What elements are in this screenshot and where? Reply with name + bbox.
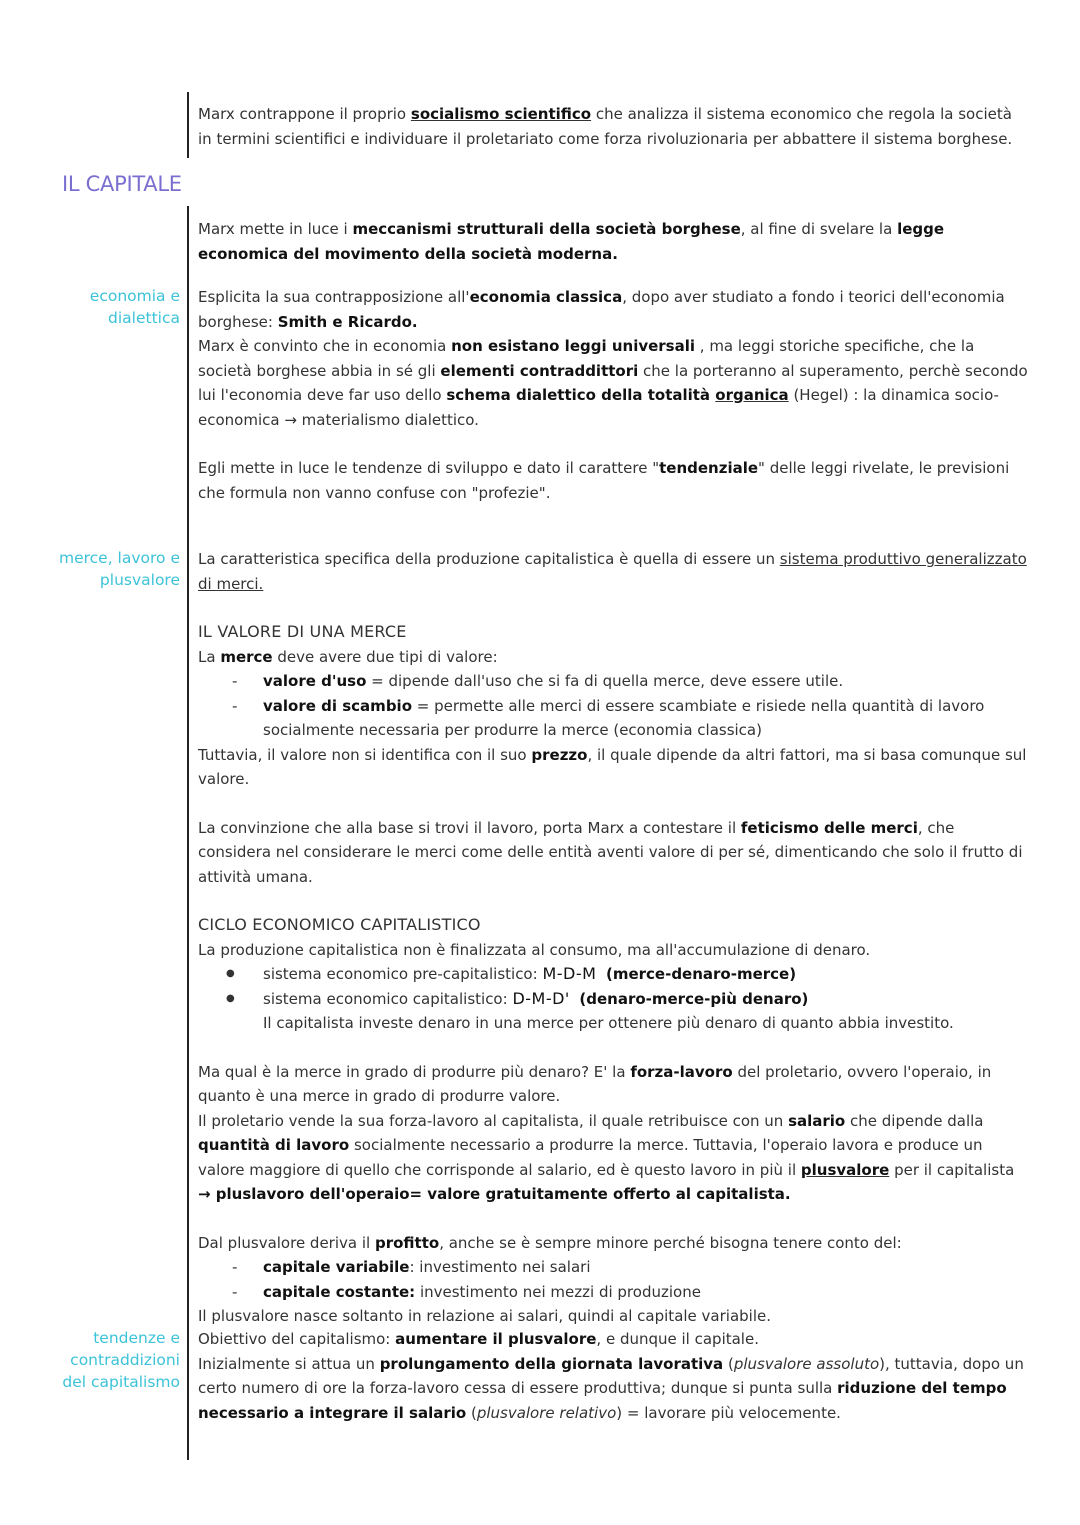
economia-section: Esplicita la sua contrapposizione all'economia classica, dopo aver studiato a fondo i teorici dell'economia borghese: Smith e Ricardo. Marx è convinto che in economia non esistano leggi universali , ma leggi storiche specifiche, che la società borghese abbia in sé gli elementi contraddittori che la porteranno al superamento, perchè secondo lui l'economia deve far uso dello schema dialettico della totalità organica (Hegel) : la dinamica socio-economica → materialismo dialettico. Egli mette in luce le tendenze di sviluppo e dato il carattere "tendenziale" delle leggi rivelate, le previsioni che formula non vanno confuse con "profezie". xyxy=(198,288,1028,502)
list-item: ● sistema economico pre-capitalistico: M-D-M (merce-denaro-merce) xyxy=(198,962,1028,987)
merce-section: La caratteristica specifica della produzione capitalistica è quella di essere un sistema produttivo generalizzato di merci. IL VALORE DI UNA MERCE La merce deve avere due tipi di valore: - valore d'uso = dipende dall'uso che si fa di quella merce, deve essere utile. - valore di scambio = permette alle merci di essere scambiate e risiede nella quantità di lavoro socialmente necessaria per produrre la merce (economia classica) Tuttavia, il valore non si identifica con il suo prezzo, il quale dipende da altri fattori, ma si basa comunque sul valore. La convinzione che alla base si trovi il lavoro, porta Marx a contestare il feticismo delle merci, che considera nel considerare le merci come delle entità aventi valore di per sé, dimenticando che solo il frutto di attività umana. CICLO ECONOMICO CAPITALISTICO La produzione capitalistica non è finalizzata al consumo, ma all'accumulazione di denaro. ● sistema economico pre-capitalistico: M-D-M (merce-denaro-merce) ● sistema economico capitalistico: D-M-D' (denaro-merce-più denaro) Il capitalista investe denaro in una merce per ottenere più denaro di quanto abbia investito. Ma qual è la merce in grado di produrre più denaro? E' la forza-lavoro del proletario, ovvero l'operaio, in quanto è una merce in grado di produrre valore. Il proletario vende la sua forza-lavoro al capitalista, il quale retribuisce con un salario che dipende dalla quantità di lavoro socialmente necessario a produrre la merce. Tuttavia, l'operaio lavora e produce un valore maggiore di quello che corrisponde al salario, ed è questo lavoro in più il plusvalore per il capitalista → pluslavoro dell'operaio= valore gratuitamente offerto al capitalista. Dal plusvalore deriva il profitto, anche se è sempre minore perché bisogna tenere conto del: - capitale variabile: investimento nei salari - capitale costante: investimento nei mezzi di produzione Il plusvalore nasce soltanto in relazione ai salari, quindi al capitale variabile. xyxy=(198,547,1028,1329)
list-item: - capitale variabile: investimento nei salari xyxy=(198,1255,1028,1280)
list-item: ● sistema economico capitalistico: D-M-D' (denaro-merce-più denaro) Il capitalista investe denaro in una merce per ottenere più denaro di quanto abbia investito. xyxy=(198,987,1028,1036)
ciclo-heading: CICLO ECONOMICO CAPITALISTICO xyxy=(198,915,481,934)
valore-heading: IL VALORE DI UNA MERCE xyxy=(198,622,407,641)
intro-paragraph: Marx contrappone il proprio socialismo scientifico che analizza il sistema economico che regola la società in termini scientifici e individuare il proletariato come forza rivoluzionaria per abbattere il sistema borghese. xyxy=(198,105,1013,148)
section-title: IL CAPITALE xyxy=(62,172,182,196)
list-item: - valore d'uso = dipende dall'uso che si fa di quella merce, deve essere utile. xyxy=(198,669,1028,694)
sidebar-label-economia: economia e dialettica xyxy=(89,287,180,327)
margin-rule xyxy=(187,206,189,1460)
sidebar-label-merce: merce, lavoro e plusvalore xyxy=(58,549,180,589)
capitale-paragraph: Marx mette in luce i meccanismi strutturali della società borghese, al fine di svelare la legge economica del movimento della società moderna. xyxy=(198,220,945,263)
list-item: - valore di scambio = permette alle merci di essere scambiate e risiede nella quantità di lavoro socialmente necessaria per produrre la merce (economia classica) xyxy=(198,694,1028,743)
margin-rule xyxy=(187,92,189,158)
sidebar-label-tendenze: tendenze e contraddizioni del capitalismo xyxy=(62,1329,180,1391)
tendenze-section: Obiettivo del capitalismo: aumentare il plusvalore, e dunque il capitale. Inizialmente si attua un prolungamento della giornata lavorativa (plusvalore assoluto), tuttavia, dopo un certo numero di ore la forza-lavoro cessa di essere produttiva; dunque si punta sulla riduzione del tempo necessario a integrare il salario (plusvalore relativo) = lavorare più velocemente. xyxy=(198,1330,1024,1422)
list-item: - capitale costante: investimento nei mezzi di produzione xyxy=(198,1280,1028,1305)
